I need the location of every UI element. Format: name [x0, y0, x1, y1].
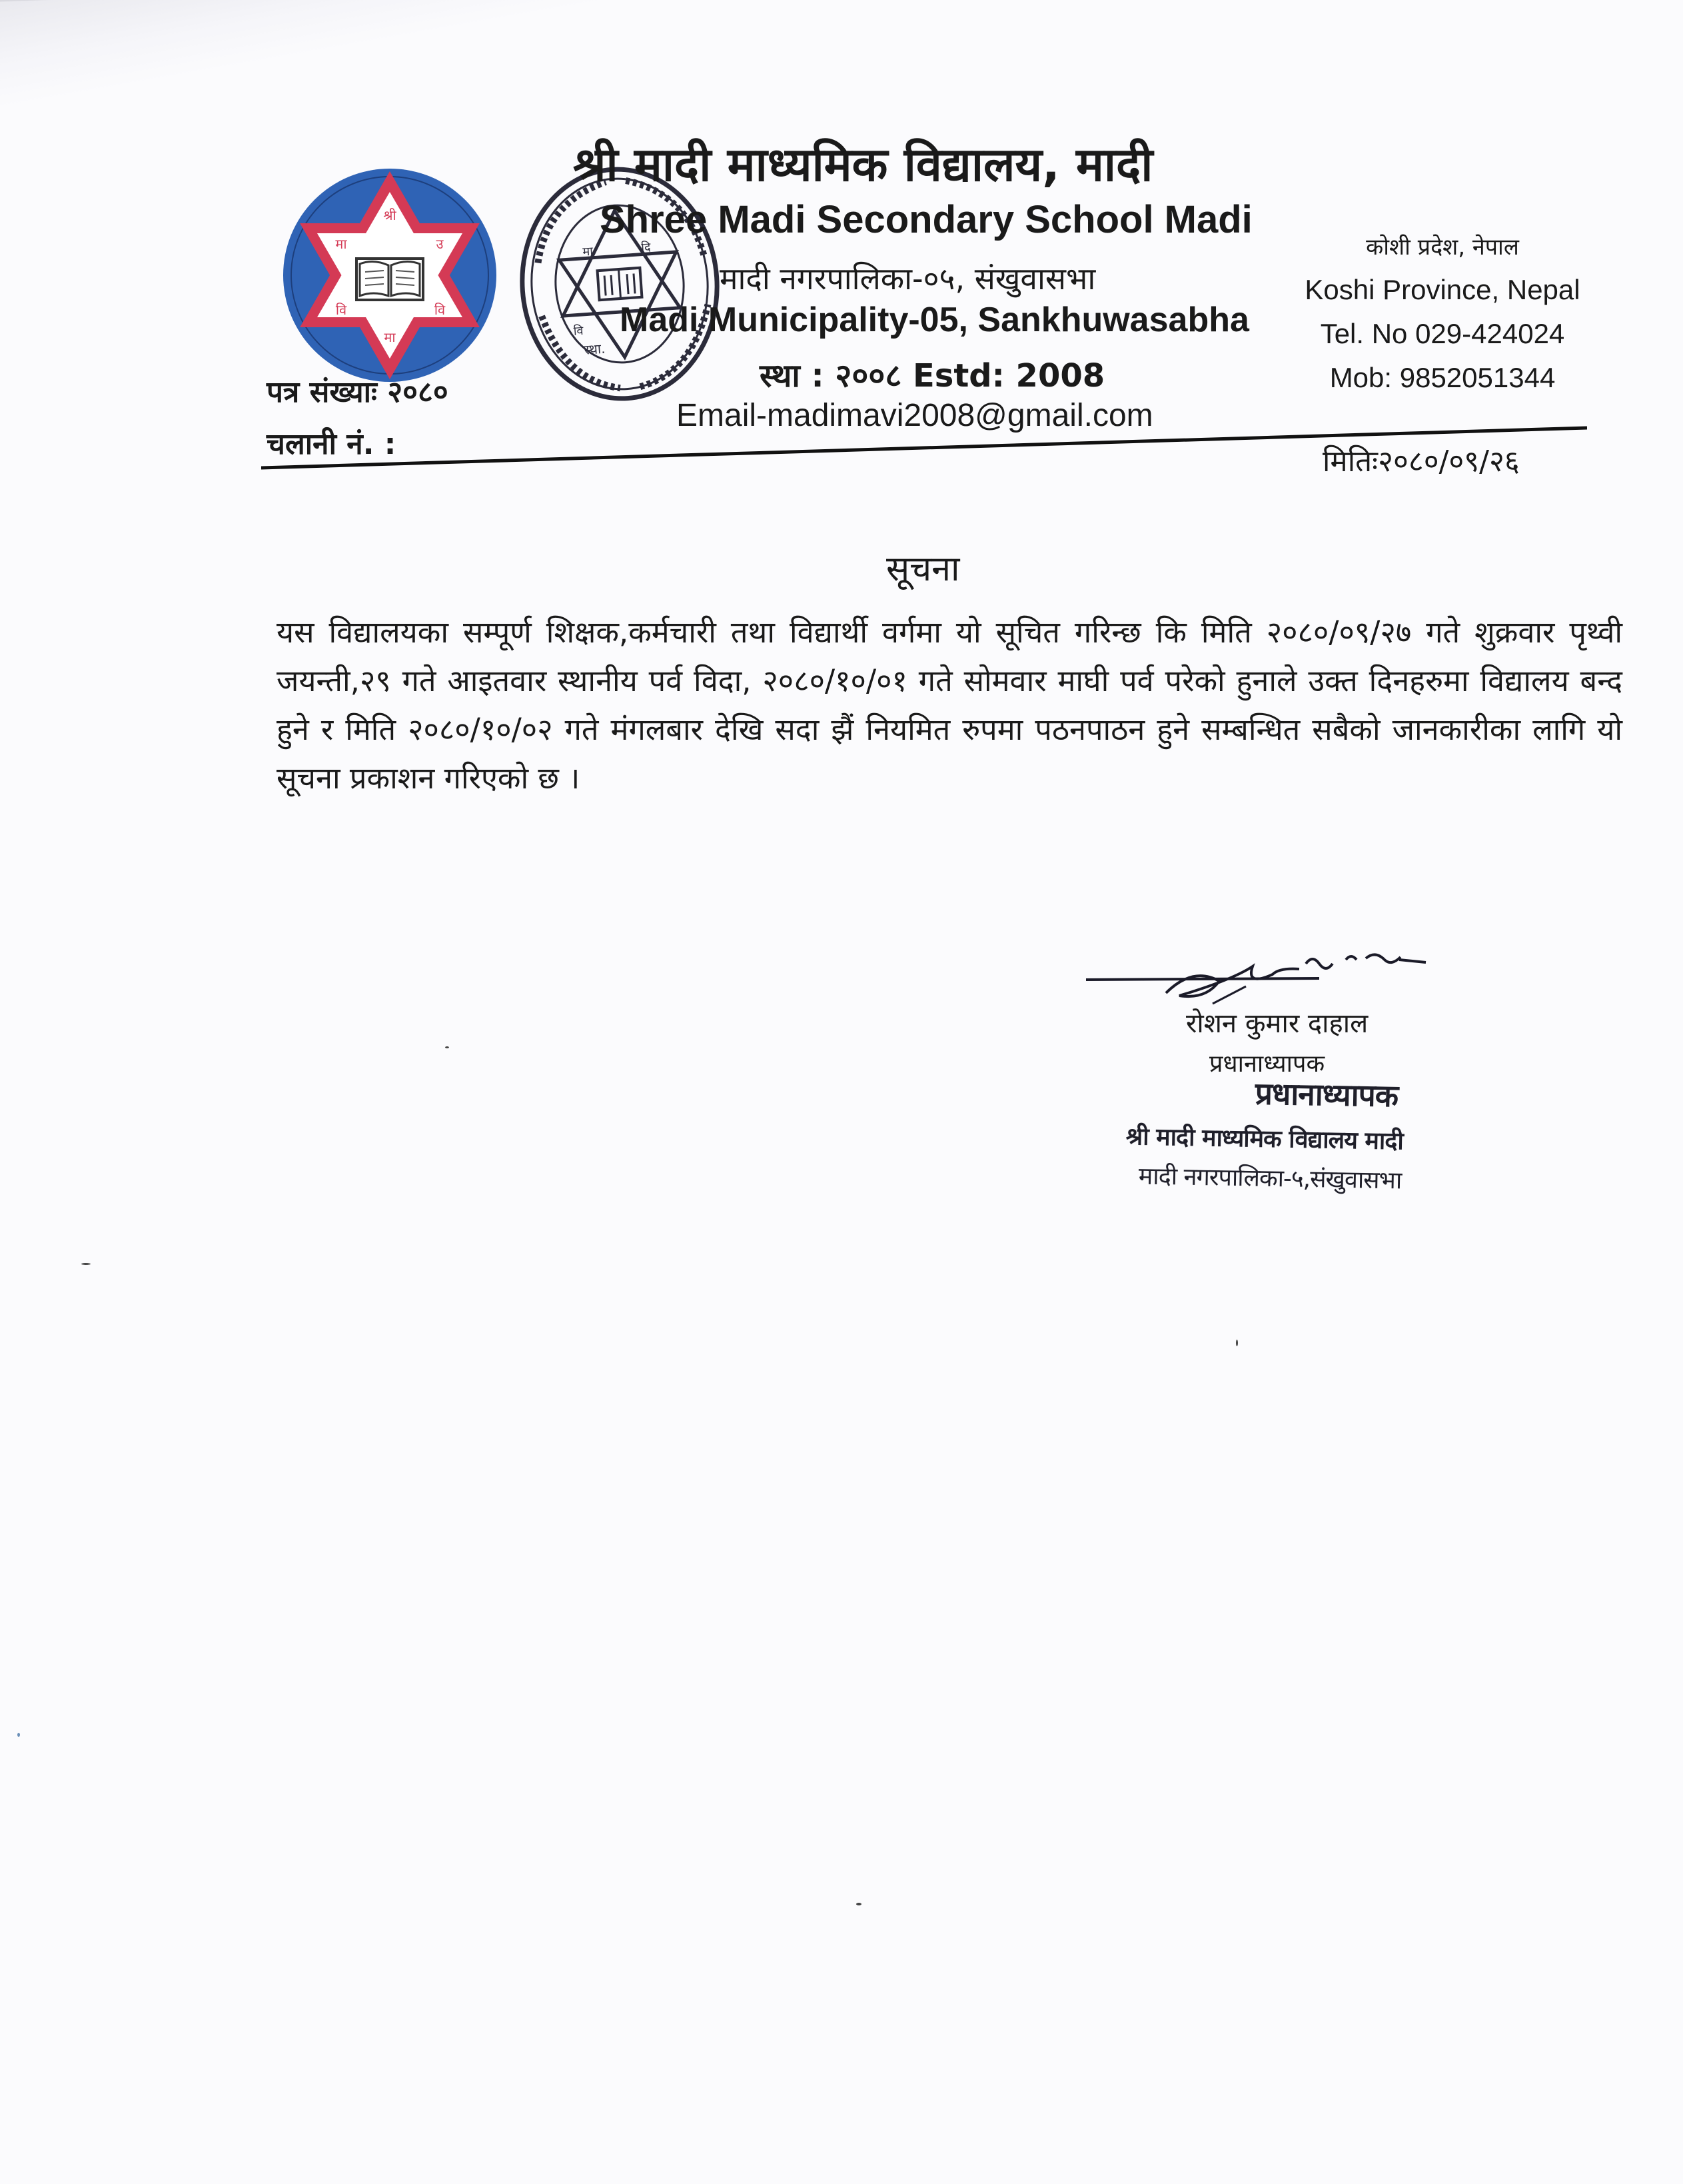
svg-text:वि: वि — [573, 324, 584, 339]
logo-letter-top-right: उ — [436, 236, 444, 252]
province-english: Koshi Province, Nepal — [1305, 274, 1580, 305]
telephone: Tel. No 029-424024 — [1320, 318, 1565, 349]
book-icon — [356, 259, 423, 300]
signer-title: प्रधानाध्यापक — [1209, 1050, 1325, 1078]
scan-edge — [0, 0, 1683, 67]
logo-letter-bottom: मा — [384, 329, 396, 345]
stamp-title: प्रधानाध्यापक — [1255, 1075, 1399, 1114]
seal-book-icon — [598, 268, 642, 300]
signer-name: रोशन कुमार दाहाल — [1186, 1008, 1369, 1039]
contact-block — [1286, 227, 1599, 400]
notice-body: यस विद्यालयका सम्पूर्ण शिक्षक,कर्मचारी तथा विद्यार्थी वर्गमा यो सूचित गरिन्छ कि मिति २०८०/०९/२७ गते शुक्रवार पृथ्वी जयन्ती,२९ गते आइतवार स्थानीय पर्व विदा, २०८०/१०/०१ गते सोमवार माघी पर्व परेको हुनाले उक्त दिनहरुमा विद्यालय बन्द हुने र मिति २०८०/१०/०२ गते मंगलबार देखि सदा झैं नियमित रुपमा पठनपाठन हुने सम्बन्धित सबैको जानकारीका लागि यो सूचना प्रकाशन गरिएको छ । — [277, 614, 1622, 796]
dispatch-number: चलानी नं. : — [267, 427, 396, 461]
official-stamp — [1125, 1070, 1500, 1198]
school-name-english: Shree Madi Secondary School Madi — [600, 198, 1253, 241]
scan-speck — [1236, 1340, 1238, 1346]
stamp-address: मादी नगरपालिका-५,संखुवासभा — [1138, 1162, 1402, 1195]
school-seal — [513, 157, 726, 411]
notice-title: सूचना — [886, 549, 960, 589]
address-nepali: मादी नगरपालिका-०५, संखुवासभा — [720, 261, 1096, 297]
mobile: Mob: 9852051344 — [1329, 362, 1556, 393]
email-address: Email-madimavi2008@gmail.com — [676, 398, 1153, 433]
scan-speck — [81, 1263, 91, 1265]
province-nepali: कोशी प्रदेश, नेपाल — [1366, 234, 1519, 261]
logo-letter-bottom-right: वि — [434, 302, 446, 318]
school-logo — [280, 165, 500, 385]
letter-number: पत्र संख्याः २०८० — [267, 375, 448, 409]
scan-speck — [17, 1733, 20, 1737]
scan-speck — [445, 1046, 449, 1048]
letter-date: मितिः२०८०/०९/२६ — [1323, 445, 1520, 479]
stamp-school: श्री मादी माध्यमिक विद्यालय मादी — [1125, 1123, 1404, 1156]
svg-text:स्था.: स्था. — [583, 340, 606, 358]
handwritten-signature — [1079, 940, 1479, 1013]
logo-letter-top: श्री — [383, 207, 396, 223]
svg-text:मा: मा — [582, 244, 594, 259]
established-year: स्था : २००८ Estd: 2008 — [760, 357, 1105, 395]
school-name-nepali: श्री मादी माध्यमिक विद्यालय, मादी — [573, 137, 1153, 192]
logo-letter-bottom-left: वि — [335, 302, 347, 318]
scan-speck — [856, 1903, 861, 1905]
logo-letter-top-left: मा — [335, 236, 347, 252]
svg-text:दि: दि — [640, 240, 652, 255]
address-english: Madi Municipality-05, Sankhuwasabha — [620, 301, 1249, 339]
